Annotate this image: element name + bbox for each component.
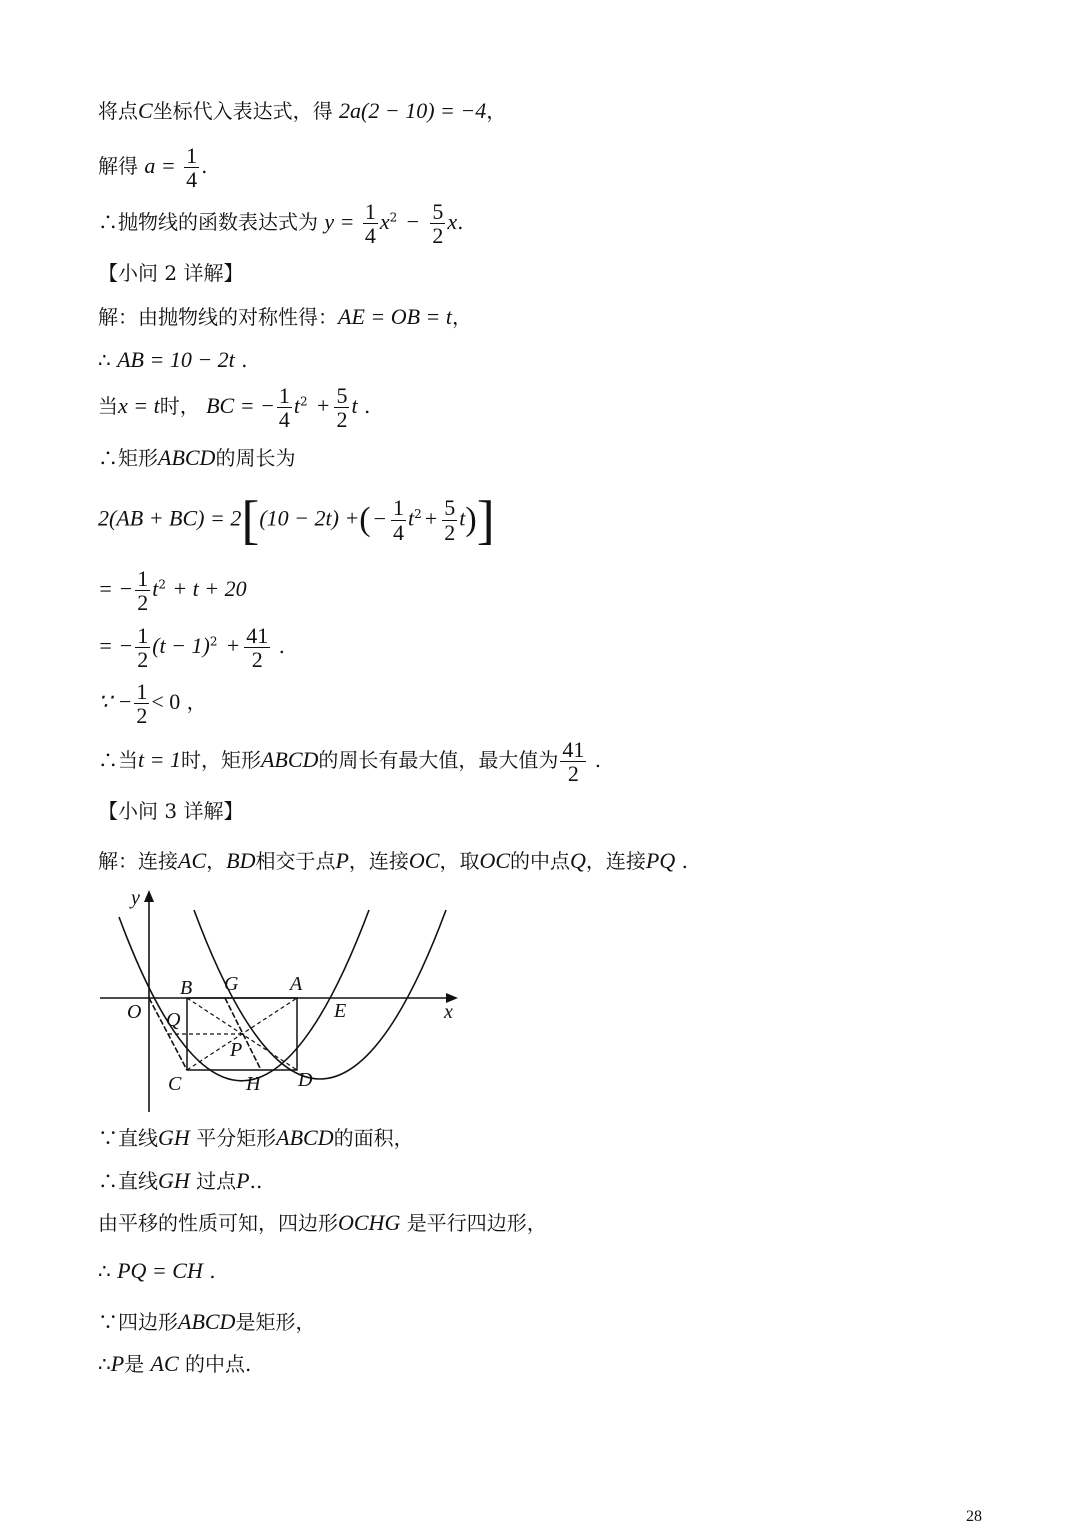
line-parallelogram xyxy=(98,1212,547,1234)
segment: OC xyxy=(479,848,511,873)
text: 的周长为 xyxy=(215,446,296,470)
line-coefficient-negative xyxy=(98,680,207,727)
text: 时， xyxy=(159,394,200,419)
var-t: t xyxy=(351,393,358,419)
equation: AE = OB = t xyxy=(338,304,453,329)
text: 的中点. xyxy=(185,1352,252,1376)
rect-name: ABCD xyxy=(178,1309,236,1334)
line-gh-bisects xyxy=(98,1127,414,1149)
text: 将点 xyxy=(98,99,138,123)
condition: x = t xyxy=(118,393,160,419)
segment: GH xyxy=(158,1168,190,1193)
therefore: ∴ xyxy=(98,348,111,372)
numerator: 5 xyxy=(336,383,348,408)
punct: . xyxy=(209,1259,216,1283)
line-construction xyxy=(98,850,688,872)
line-perimeter-intro xyxy=(98,447,295,469)
therefore: ∴ xyxy=(98,1259,111,1283)
line-gh-through-p xyxy=(98,1170,262,1192)
var-t: t xyxy=(408,505,415,531)
fraction xyxy=(334,384,349,431)
rect-name: ABCD xyxy=(260,747,319,773)
line-bc: 当x = t时， BC = − $\frac{1}{4}$ $t^2$ + $\frac{5}{2}$ t . xyxy=(98,383,371,433)
denominator: 4 xyxy=(393,519,405,545)
equation: < 0 xyxy=(151,689,181,715)
label-b: B xyxy=(180,977,193,999)
fraction xyxy=(442,496,457,543)
equation: 2a(2 − 10) = −4 xyxy=(339,98,487,123)
line-ab xyxy=(98,349,248,371)
punct: . xyxy=(278,634,285,659)
text: 解得 xyxy=(98,154,138,179)
var-x: x xyxy=(447,209,458,235)
fraction xyxy=(560,738,586,785)
label-x: x xyxy=(444,1001,453,1023)
equation: = − xyxy=(98,576,134,602)
fraction xyxy=(184,144,199,191)
label-p: P xyxy=(230,1039,243,1061)
label-c: C xyxy=(168,1073,182,1095)
punct: . xyxy=(201,154,208,179)
denominator: 4 xyxy=(364,223,376,249)
paren-close: ) xyxy=(465,501,477,538)
denominator: 2 xyxy=(251,647,263,673)
numerator: 41 xyxy=(246,623,269,648)
text: ，取 xyxy=(439,849,480,873)
var-t: t xyxy=(293,393,301,419)
punct: . xyxy=(457,210,464,235)
bracket-open: [ xyxy=(241,490,260,550)
label-o: O xyxy=(127,1001,142,1023)
parabola-original xyxy=(119,910,369,1081)
label-a: A xyxy=(290,973,303,995)
numerator: 1 xyxy=(137,566,149,591)
label-q: Q xyxy=(166,1009,181,1031)
rect-name: ABCD xyxy=(276,1125,334,1150)
denominator: 4 xyxy=(278,407,290,433)
text: ∴抛物线的函数表达式为 xyxy=(98,210,318,235)
y-axis-arrow xyxy=(144,890,154,902)
line-symmetry xyxy=(98,306,472,328)
operator: + xyxy=(226,633,240,659)
text: 是矩形， xyxy=(235,1310,316,1334)
equation: BC = − xyxy=(206,393,275,419)
fraction xyxy=(391,496,406,543)
denominator: 2 xyxy=(137,590,149,616)
operator: − xyxy=(373,505,387,531)
fraction xyxy=(135,567,150,614)
operator: − xyxy=(406,209,420,235)
equation: (10 − 2t) + xyxy=(259,505,360,531)
var-t: t xyxy=(459,505,466,531)
text: ，连接 xyxy=(348,849,409,873)
fraction xyxy=(430,200,445,247)
text: ∵直线 xyxy=(98,1126,158,1150)
text: 是平行四边形， xyxy=(406,1211,547,1235)
var-c: C xyxy=(138,98,153,123)
punct: .. xyxy=(249,1169,263,1193)
fraction xyxy=(277,384,292,431)
numerator: 5 xyxy=(444,495,456,521)
text: 当 xyxy=(98,394,118,419)
text: 是 xyxy=(124,1352,145,1376)
line-substitute-c xyxy=(98,100,506,122)
fraction xyxy=(134,680,149,727)
punct: . xyxy=(681,849,688,873)
denominator: 2 xyxy=(336,407,348,433)
text: 由平移的性质可知，四边形 xyxy=(98,1211,338,1235)
therefore: ∴ xyxy=(98,1352,111,1376)
punct: ， xyxy=(452,305,473,329)
text: 坐标代入表达式，得 xyxy=(152,99,333,123)
text: ∴当 xyxy=(98,748,138,773)
condition: t = 1 xyxy=(138,747,181,773)
numerator: 1 xyxy=(393,495,405,521)
line-solve-a xyxy=(98,144,207,191)
line-abcd-rectangle xyxy=(98,1311,315,1333)
line-expand: = − $\frac{1}{2}$ $t^2 + t + 20$ xyxy=(98,566,247,616)
point: P xyxy=(335,848,349,873)
text: 时，矩形 xyxy=(180,748,261,773)
operator: + xyxy=(424,505,438,531)
section-heading-3: 【小问 3 详解】 xyxy=(98,799,244,823)
punct: ， xyxy=(186,690,207,715)
bracket-close: ] xyxy=(476,490,495,550)
numerator: 1 xyxy=(137,623,149,648)
segment: BD xyxy=(226,848,256,873)
equation: = − xyxy=(98,633,134,659)
denominator: 2 xyxy=(136,703,148,729)
line-parabola-expression: ∴抛物线的函数表达式为 y = $\frac{1}{4}$ $x^2$ − $\frac{5}{2}$ x. xyxy=(98,199,464,249)
equation: 2(AB + BC) = 2 xyxy=(98,505,242,531)
numerator: 1 xyxy=(364,199,376,224)
section-heading-2: 【小问 2 详解】 xyxy=(98,261,244,285)
var-a: a = xyxy=(144,153,176,179)
line-p-midpoint xyxy=(98,1353,251,1375)
rect-name: ABCD xyxy=(158,445,216,470)
fraction xyxy=(135,624,150,671)
punct: . xyxy=(594,748,602,773)
segment: PQ xyxy=(645,848,676,873)
punct: ， xyxy=(206,849,227,873)
fraction xyxy=(244,624,270,671)
text: 过点 xyxy=(196,1169,237,1193)
numerator: 1 xyxy=(136,679,148,704)
numerator: 1 xyxy=(278,383,290,408)
label-d: D xyxy=(298,1069,313,1091)
segment: OC xyxy=(408,848,440,873)
point: P xyxy=(236,1168,250,1193)
line-perimeter-formula: 2(AB + BC) = 2[(10 − 2t) +( − $\frac{1}{4}$ $t^2$ + $\frac{5}{2}$ t)] xyxy=(98,490,495,550)
segment: GH xyxy=(158,1125,190,1150)
label-y: y xyxy=(131,887,140,909)
punct: . xyxy=(363,394,371,419)
denominator: 2 xyxy=(444,519,456,545)
text: 的中点 xyxy=(510,849,571,873)
line-pq-equals-ch xyxy=(98,1260,216,1282)
denominator: 2 xyxy=(137,647,149,673)
punct: . xyxy=(241,348,248,372)
line-vertex-form: = − $\frac{1}{2}$ $(t - 1)^2$ + $\frac{41}{2}$ . xyxy=(98,623,285,673)
text: 解：连接 xyxy=(98,849,178,873)
equation: AB = 10 − 2t xyxy=(117,347,235,372)
segment: AC xyxy=(178,848,207,873)
fraction xyxy=(363,200,378,247)
text: ∵四边形 xyxy=(98,1310,178,1334)
operator: + xyxy=(317,393,330,419)
var-t: t xyxy=(152,576,159,602)
numerator: 5 xyxy=(432,199,444,224)
var-x: x xyxy=(379,209,390,235)
denominator: 2 xyxy=(432,223,444,249)
quad-name: OCHG xyxy=(338,1210,401,1235)
label-h: H xyxy=(246,1073,261,1095)
denominator: 2 xyxy=(567,761,579,787)
text: ，连接 xyxy=(585,849,646,873)
point: P xyxy=(110,1351,125,1376)
paren-open: ( xyxy=(359,501,371,538)
text: 相交于点 xyxy=(255,849,336,873)
denominator: 4 xyxy=(186,167,198,193)
text: 的面积， xyxy=(333,1126,414,1150)
equation: PQ = CH xyxy=(117,1258,203,1283)
line-maximum xyxy=(98,738,601,785)
text: ∴直线 xyxy=(98,1169,158,1193)
parabola-figure xyxy=(98,884,468,1116)
text: 解：由抛物线的对称性得： xyxy=(98,305,338,329)
equation: + t + 20 xyxy=(172,576,247,602)
label-e: E xyxy=(334,1000,347,1022)
segment: AC xyxy=(150,1351,179,1376)
var-y: y = xyxy=(324,209,355,235)
numerator: 1 xyxy=(186,143,198,168)
page-number: 28 xyxy=(966,1508,982,1525)
numerator: 41 xyxy=(562,737,585,762)
label-g: G xyxy=(224,973,239,995)
punct: ， xyxy=(486,99,507,123)
text: 平分矩形 xyxy=(196,1126,277,1150)
text: 的周长有最大值，最大值为 xyxy=(318,748,559,773)
equation: ∵ − xyxy=(98,689,133,715)
equation: (t − 1) xyxy=(152,633,210,659)
text: ∴矩形 xyxy=(98,446,158,470)
point: Q xyxy=(570,848,586,873)
